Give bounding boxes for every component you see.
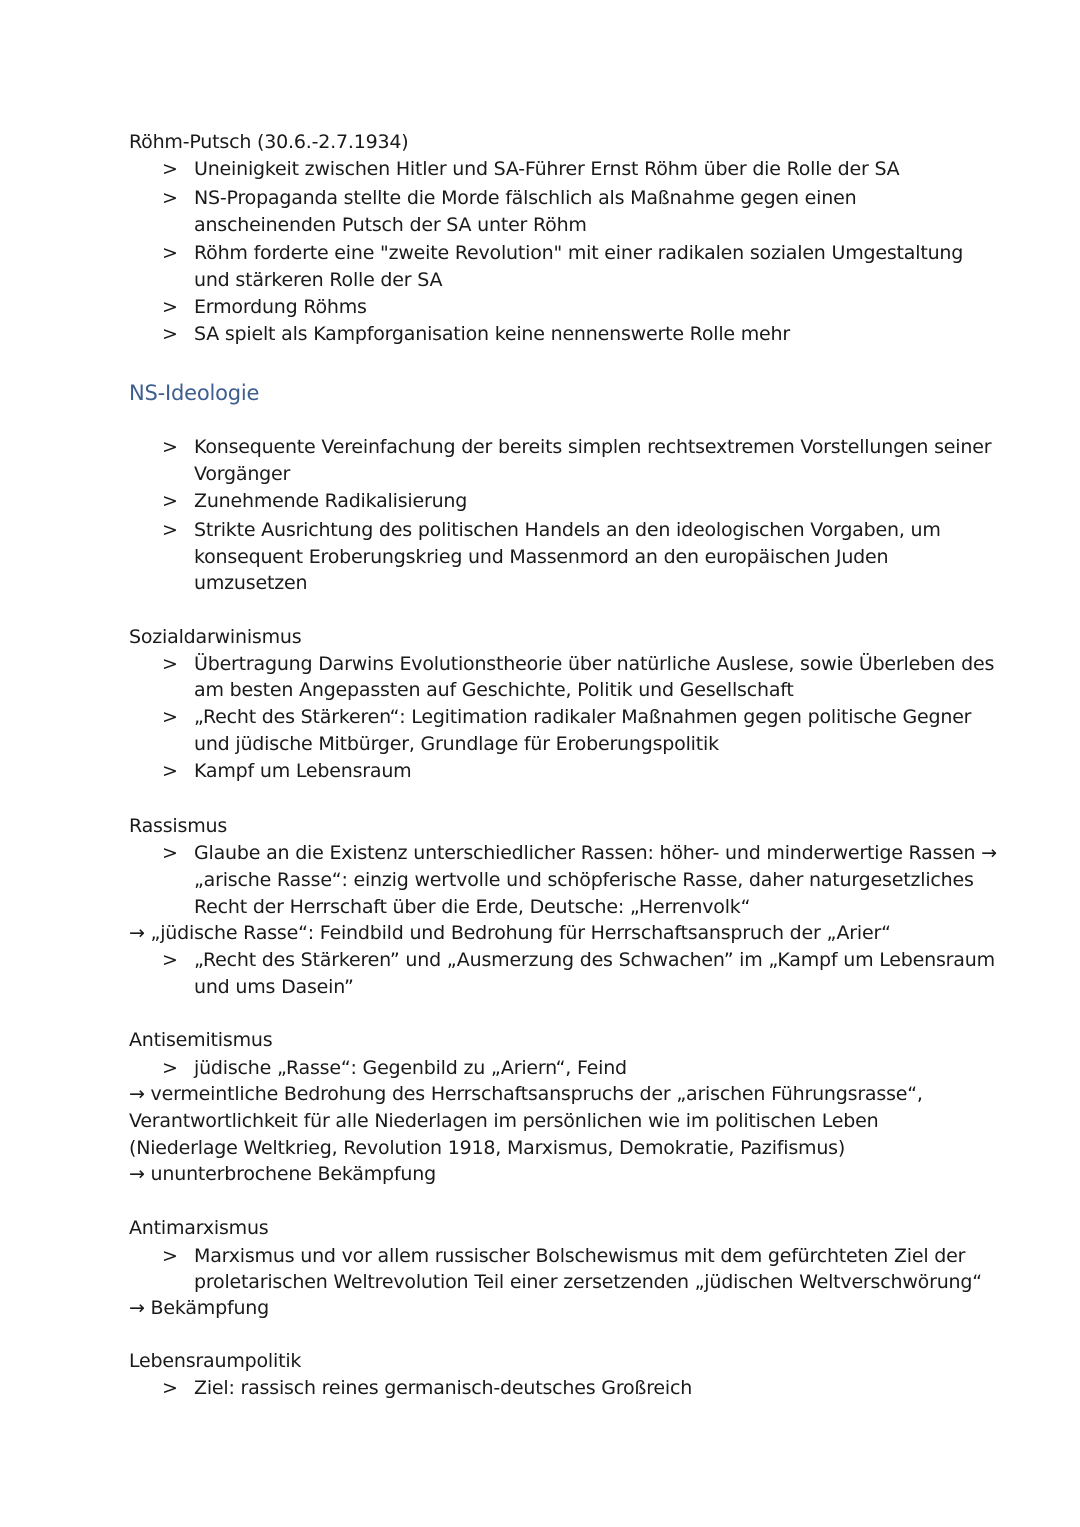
list-item: SA spielt als Kampforganisation keine nennenswerte Rolle mehr xyxy=(194,323,790,345)
list-item-continuation: und ums Dasein” xyxy=(194,976,354,998)
arrow-line: → ununterbrochene Bekämpfung xyxy=(129,1163,436,1185)
bullet-marker: > xyxy=(162,1245,178,1267)
arrow-line: → „jüdische Rasse“: Feindbild und Bedrohung für Herrschaftsanspruch der „Arier“ xyxy=(129,922,891,944)
list-item-continuation: und jüdische Mitbürger, Grundlage für Eroberungspolitik xyxy=(194,733,719,755)
bullet-marker: > xyxy=(162,1057,178,1079)
section-heading-antisemitismus: Antisemitismus xyxy=(129,1029,273,1051)
list-item-continuation: proletarischen Weltrevolution Teil einer zersetzenden „jüdischen Weltverschwörung“ xyxy=(194,1271,982,1293)
list-item: Röhm forderte eine "zweite Revolution" mit einer radikalen sozialen Umgestaltung xyxy=(194,242,964,264)
section-heading-antimarxismus: Antimarxismus xyxy=(129,1217,269,1239)
bullet-marker: > xyxy=(162,519,178,541)
bullet-marker: > xyxy=(162,1377,178,1399)
bullet-marker: > xyxy=(162,949,178,971)
list-item-continuation: und stärkeren Rolle der SA xyxy=(194,269,443,291)
section-heading-rassismus: Rassismus xyxy=(129,815,228,837)
list-item: jüdische „Rasse“: Gegenbild zu „Ariern“, Feind xyxy=(194,1057,627,1079)
bullet-marker: > xyxy=(162,490,178,512)
bullet-marker: > xyxy=(162,842,178,864)
bullet-marker: > xyxy=(162,323,178,345)
list-item: Ermordung Röhms xyxy=(194,296,367,318)
section-heading-sozialdarwinismus: Sozialdarwinismus xyxy=(129,626,302,648)
bullet-marker: > xyxy=(162,242,178,264)
list-item-continuation: umzusetzen xyxy=(194,572,308,594)
section-heading-roehm-putsch: Röhm-Putsch (30.6.-2.7.1934) xyxy=(129,131,409,153)
paragraph-line: Verantwortlichkeit für alle Niederlagen im persönlichen wie im politischen Leben xyxy=(129,1110,879,1132)
list-item: Kampf um Lebensraum xyxy=(194,760,412,782)
list-item-continuation: Recht der Herrschaft über die Erde, Deutsche: „Herrenvolk“ xyxy=(194,896,751,918)
bullet-marker: > xyxy=(162,653,178,675)
list-item-continuation: am besten Angepassten auf Geschichte, Politik und Gesellschaft xyxy=(194,679,794,701)
bullet-marker: > xyxy=(162,706,178,728)
bullet-marker: > xyxy=(162,296,178,318)
list-item-continuation: konsequent Eroberungskrieg und Massenmord an den europäischen Juden xyxy=(194,546,889,568)
bullet-marker: > xyxy=(162,187,178,209)
list-item: Marxismus und vor allem russischer Bolschewismus mit dem gefürchteten Ziel der xyxy=(194,1245,966,1267)
list-item: NS-Propaganda stellte die Morde fälschlich als Maßnahme gegen einen xyxy=(194,187,857,209)
arrow-line: → vermeintliche Bedrohung des Herrschaftsanspruchs der „arischen Führungsrasse“, xyxy=(129,1083,923,1105)
bullet-marker: > xyxy=(162,436,178,458)
list-item: Strikte Ausrichtung des politischen Handels an den ideologischen Vorgaben, um xyxy=(194,519,941,541)
list-item-continuation: anscheinenden Putsch der SA unter Röhm xyxy=(194,214,587,236)
list-item: „Recht des Stärkeren“: Legitimation radikaler Maßnahmen gegen politische Gegner xyxy=(194,706,972,728)
bullet-marker: > xyxy=(162,158,178,180)
list-item: Konsequente Vereinfachung der bereits simplen rechtsextremen Vorstellungen seiner xyxy=(194,436,992,458)
list-item: Glaube an die Existenz unterschiedlicher Rassen: höher- und minderwertige Rassen → xyxy=(194,842,997,864)
list-item: „Recht des Stärkeren” und „Ausmerzung des Schwachen” im „Kampf um Lebensraum xyxy=(194,949,995,971)
arrow-line: → Bekämpfung xyxy=(129,1297,269,1319)
list-item: Uneinigkeit zwischen Hitler und SA-Führer Ernst Röhm über die Rolle der SA xyxy=(194,158,900,180)
paragraph-line: (Niederlage Weltkrieg, Revolution 1918, Marxismus, Demokratie, Pazifismus) xyxy=(129,1137,846,1159)
section-heading-ns-ideologie: NS-Ideologie xyxy=(129,381,260,405)
list-item: Ziel: rassisch reines germanisch-deutsches Großreich xyxy=(194,1377,693,1399)
section-heading-lebensraumpolitik: Lebensraumpolitik xyxy=(129,1350,302,1372)
list-item: Zunehmende Radikalisierung xyxy=(194,490,468,512)
list-item-continuation: „arische Rasse“: einzig wertvolle und schöpferische Rasse, daher naturgesetzliches xyxy=(194,869,974,891)
list-item: Übertragung Darwins Evolutionstheorie über natürliche Auslese, sowie Überleben des xyxy=(194,653,995,675)
bullet-marker: > xyxy=(162,760,178,782)
list-item-continuation: Vorgänger xyxy=(194,463,291,485)
